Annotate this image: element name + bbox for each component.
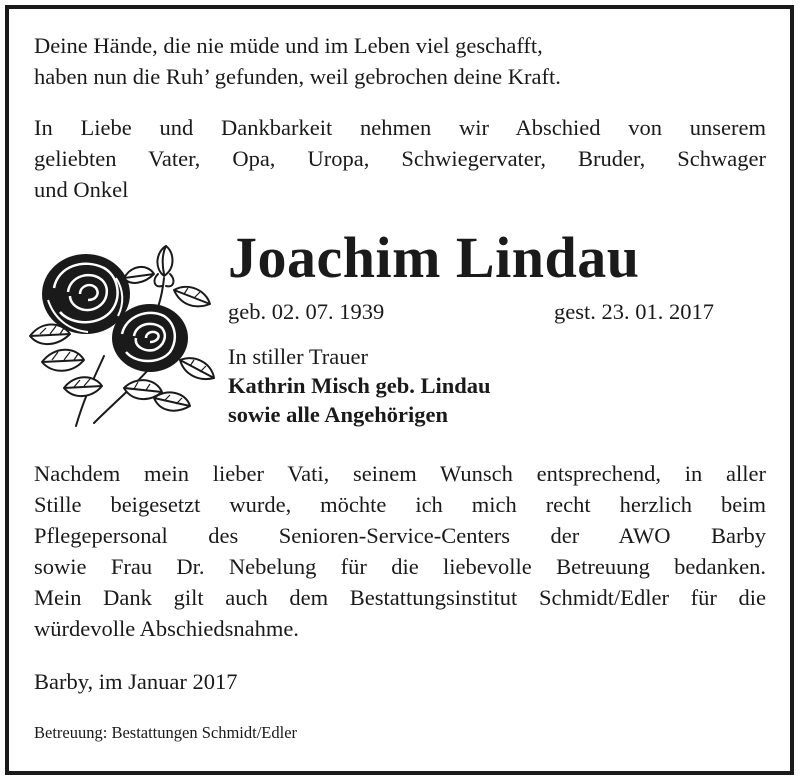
intro-line: und Onkel (34, 177, 129, 202)
place-date: Barby, im Januar 2017 (34, 669, 238, 694)
poem (34, 30, 766, 92)
mourning-heading: In stiller Trauer (228, 344, 368, 369)
thanks-line: würdevolle Abschiedsnahme. (34, 616, 299, 641)
thanks-line: Stille beigesetzt wurde, möchte ich mich recht herzlich beim (34, 492, 766, 517)
mourner-others: sowie alle Angehörigen (228, 402, 448, 427)
funeral-home-credit: Betreuung: Bestattungen Schmidt/Edler (34, 723, 298, 742)
life-dates (228, 297, 714, 327)
intro-text (34, 112, 766, 205)
thanks-line: Pflegepersonal des Senioren-Service-Centers der AWO Barby (34, 523, 766, 548)
thanks-text (34, 458, 766, 644)
deceased-name: Joachim Lindau (228, 225, 640, 290)
death-date: gest. 23. 01. 2017 (554, 299, 714, 324)
mourner-name: Kathrin Misch geb. Lindau (228, 373, 491, 398)
thanks-line: sowie Frau Dr. Nebelung für die liebevolle Betreuung bedanken. (34, 554, 766, 579)
thanks-line: Mein Dank gilt auch dem Bestattungsinstitut Schmidt/Edler für die (34, 585, 766, 610)
roses-illustration-icon (24, 238, 220, 428)
poem-line: Deine Hände, die nie müde und im Leben viel geschafft, (34, 33, 543, 58)
mourners (228, 342, 491, 429)
thanks-line: Nachdem mein lieber Vati, seinem Wunsch entsprechend, in aller (34, 461, 766, 486)
poem-line: haben nun die Ruh’ gefunden, weil gebrochen deine Kraft. (34, 64, 561, 89)
intro-line: geliebten Vater, Opa, Uropa, Schwiegervater, Bruder, Schwager (34, 146, 766, 171)
intro-line: In Liebe und Dankbarkeit nehmen wir Abschied von unserem (34, 115, 766, 140)
birth-date: geb. 02. 07. 1939 (228, 299, 385, 324)
